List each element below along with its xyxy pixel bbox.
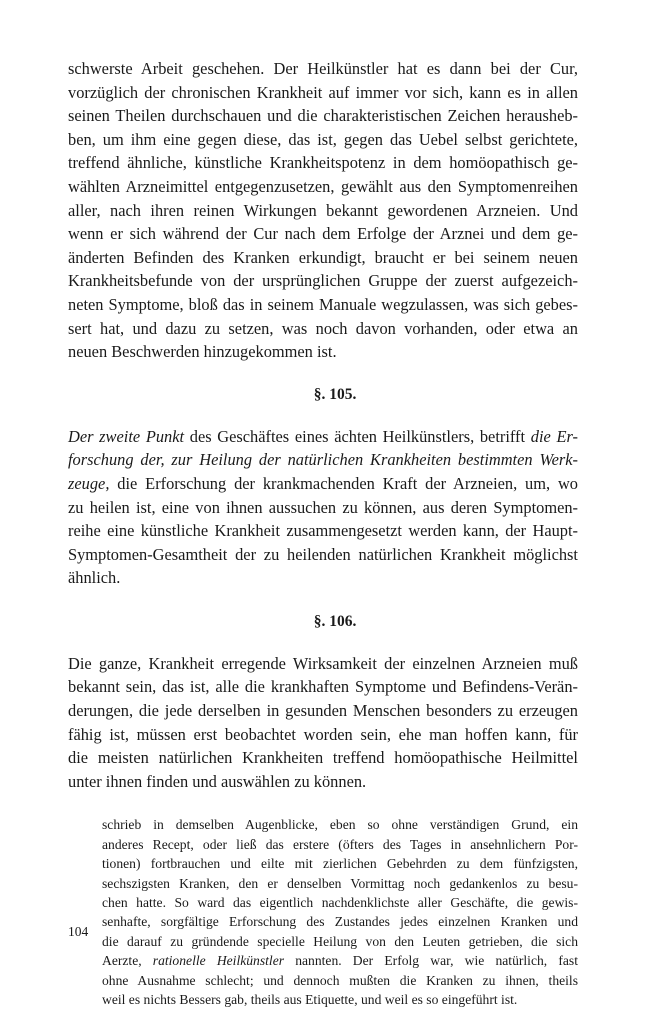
text-line: änderten Befinden des Kranken erkundigt, braucht er bei seinem neuen [68,247,578,267]
text-run: Aerzte, [102,953,153,969]
text-line: die meisten natürlichen Krankheiten treffend homöopathische Heilmittel [68,748,578,768]
text-run: des Geschäftes eines ächten Heilkünstlers, betrifft [184,426,531,446]
paragraph-106 [68,652,578,794]
footnote-line: schrieb in demselben Augenblicke, eben so ohne verständigen Grund, ein [102,817,578,833]
page-number: 104 [68,924,89,939]
text-line: vorzüglich der chronischen Krankheit auf immer vor sich, kann es in allen [68,82,578,102]
text-line: schwerste Arbeit geschehen. Der Heilkünstler hat es dann bei der Cur, [68,59,578,78]
text-line: Krankheitsbefunde von der ursprünglichen Gruppe der zuerst aufgezeich- [68,271,578,291]
footnote-line: tionen) fortbrauchen und eilte mit zierlichen Gebehrden zu dem fünfzigsten, [102,856,578,872]
text-line: aller, nach ihren reinen Wirkungen bekannt gewordenen Arzneien. Und [68,200,578,220]
footnote-line [102,951,578,970]
text-line: fähig ist, müssen erst beobachtet worden sein, ehe man hoffen kann, für [68,724,578,744]
text-line: bekannt sein, das ist, alle die krankhaften Symptome und Befindens-Verän- [68,677,578,697]
text-line: ben, um ihm eine gegen diese, das ist, gegen das Uebel selbst gerichtete, [68,129,578,149]
text-line: neuen Beschwerden hinzugekommen ist. [68,342,337,362]
text-line: wählten Arzneimittel entgegenzusetzen, gewählt aus den Symptomenreihen [68,176,578,196]
footnote-line: senhafte, sorgfältige Erforschung des Zustandes jedes einzelnen Kranken und [102,914,578,930]
italic-phrase: forschung der, zur Heilung der natürlichen Krankheiten bestimmten Werk- [68,450,578,470]
footnote-block [102,815,578,1009]
text-line: ähnlich. [68,568,121,588]
paragraph-105 [68,425,578,590]
text-run: nannten. Der Erfolg war, wie natürlich, fast [284,953,578,969]
text-run: die Erforschung der krankmachenden Kraft der Arzneien, um, wo [109,473,578,493]
text-line: derungen, die jede derselben in gesunden Menschen besonders zu erzeugen [68,701,578,721]
text-line: wenn er sich während der Cur nach dem Erfolge der Arznei und dem ge- [68,224,578,244]
text-line: zu heilen ist, eine von ihnen aussuchen zu können, aus deren Symptomen- [68,497,578,517]
text-line [68,448,578,472]
text-line: reihe eine künstliche Krankheit zusammengesetzt werden kann, der Haupt- [68,521,578,541]
page-body [68,57,578,1010]
paragraph-continued [68,57,578,364]
text-line [68,425,578,449]
footnote-line: ohne Ausnahme schlecht; und dennoch mußten die Kranken zu ihnen, theils [102,972,578,988]
text-line: unter ihnen finden und auswählen zu können. [68,771,367,791]
text-line: sert hat, und dazu zu setzen, was noch davon vorhanden, oder etwa an [68,318,578,338]
section-heading-106: §. 106. [313,612,357,630]
text-line: neten Symptome, bloß das in seinem Manuale wegzulassen, was sich gebes- [68,294,578,314]
text-line: treffend ähnliche, künstliche Krankheitspotenz in dem homöopathisch ge- [68,153,578,173]
section-heading-105: §. 105. [313,385,357,403]
italic-phrase: rationelle Heilkünstler [152,953,285,969]
text-line: Die ganze, Krankheit erregende Wirksamkeit der einzelnen Arzneien muß [68,653,578,673]
footnote-line: sechszigsten Kranken, den er denselben Vormittag noch gedankenlos zu besu- [102,875,578,891]
text-line: Symptomen-Gesamtheit der zu heilenden natürlichen Krankheit möglichst [68,544,578,564]
footnote-line: chen hatte. So ward das eigentlich nachdenklichste aller Geschäfte, die gewis- [102,895,578,911]
italic-phrase: Der zweite Punkt [68,426,185,446]
italic-phrase: die Er- [530,426,578,446]
footnote-line: weil es nichts Bessers gab, theils aus Etiquette, und weil es so eingeführt ist. [102,992,518,1008]
footnote-line: die darauf zu gründende specielle Heilung von den Leuten getrieben, die sich [102,933,578,949]
italic-phrase: zeuge, [68,473,110,493]
text-line: seinen Theilen durchschauen und die charakteristischen Zeichen herausheb- [68,106,578,126]
footnote-line: anderes Recept, oder ließ das erstere (öfters des Tages in ansehnlichern Por- [102,836,578,852]
text-line [68,472,578,496]
